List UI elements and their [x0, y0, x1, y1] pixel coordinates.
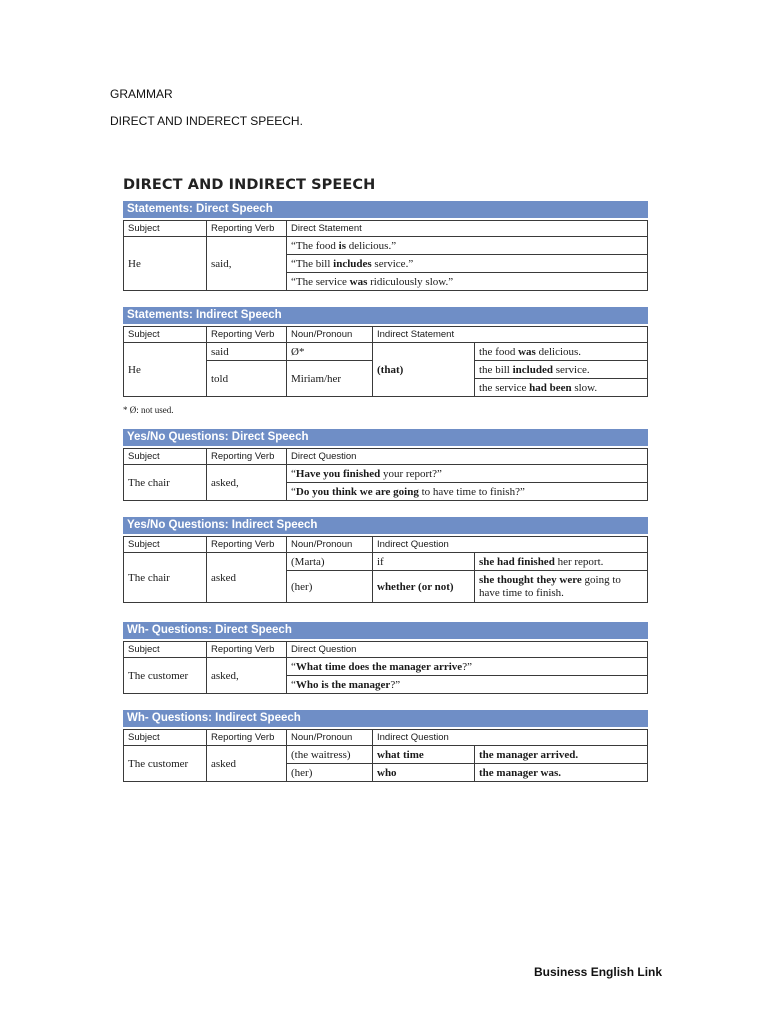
noun-pronoun-cell: (her) [287, 764, 373, 782]
section-title: Statements: Indirect Speech [123, 307, 648, 324]
statements-indirect-section [123, 307, 648, 397]
wh-direct-table [123, 641, 648, 694]
col-header: Subject [124, 221, 207, 237]
col-header: Reporting Verb [207, 221, 287, 237]
col-header: Direct Question [287, 642, 648, 658]
document-subheading: DIRECT AND INDERECT SPEECH. [110, 114, 303, 128]
statement-cell: the food was delicious. [475, 343, 648, 361]
conjunction-cell: whether (or not) [373, 571, 475, 603]
noun-pronoun-cell: (Marta) [287, 553, 373, 571]
footnote: * Ø: not used. [123, 405, 174, 415]
col-header: Reporting Verb [207, 642, 287, 658]
yes-no-indirect-table [123, 536, 648, 603]
question-cell: “What time does the manager arrive?” [287, 658, 648, 676]
col-header: Subject [124, 642, 207, 658]
question-cell: she had finished her report. [475, 553, 648, 571]
verb-cell: asked [207, 746, 287, 782]
verb-cell: said [207, 343, 287, 361]
question-cell: “Who is the manager?” [287, 676, 648, 694]
wh-word-cell: what time [373, 746, 475, 764]
col-header: Reporting Verb [207, 327, 287, 343]
col-header: Reporting Verb [207, 730, 287, 746]
subject-cell: He [124, 237, 207, 291]
col-header: Indirect Question [373, 730, 648, 746]
subject-cell: The customer [124, 658, 207, 694]
col-header: Reporting Verb [207, 449, 287, 465]
statement-cell: “The bill includes service.” [287, 255, 648, 273]
section-title: Yes/No Questions: Direct Speech [123, 429, 648, 446]
subject-cell: The chair [124, 553, 207, 603]
noun-pronoun-cell: Ø* [287, 343, 373, 361]
col-header: Subject [124, 537, 207, 553]
conjunction-cell: if [373, 553, 475, 571]
section-title: Statements: Direct Speech [123, 201, 648, 218]
statements-direct-table [123, 220, 648, 291]
statement-cell: “The service was ridiculously slow.” [287, 273, 648, 291]
yes-no-direct-table [123, 448, 648, 501]
document-heading: GRAMMAR [110, 87, 173, 101]
footer-brand: Business English Link [534, 965, 663, 979]
col-header: Reporting Verb [207, 537, 287, 553]
col-header: Subject [124, 327, 207, 343]
col-header: Direct Question [287, 449, 648, 465]
statement-cell: the service had been slow. [475, 379, 648, 397]
question-cell: the manager was. [475, 764, 648, 782]
wh-word-cell: who [373, 764, 475, 782]
verb-cell: asked [207, 553, 287, 603]
noun-pronoun-cell: (her) [287, 571, 373, 603]
verb-cell: asked, [207, 465, 287, 501]
question-cell: the manager arrived. [475, 746, 648, 764]
col-header: Noun/Pronoun [287, 537, 373, 553]
wh-indirect-table [123, 729, 648, 782]
figure-title: DIRECT AND INDIRECT SPEECH [123, 177, 376, 193]
statements-indirect-table [123, 326, 648, 397]
question-cell: she thought they were going to have time to finish. [475, 571, 648, 603]
col-header: Subject [124, 730, 207, 746]
question-cell: “Do you think we are going to have time to finish?” [287, 483, 648, 501]
col-header: Indirect Statement [373, 327, 648, 343]
subject-cell: He [124, 343, 207, 397]
section-title: Yes/No Questions: Indirect Speech [123, 517, 648, 534]
section-title: Wh- Questions: Direct Speech [123, 622, 648, 639]
verb-cell: told [207, 361, 287, 397]
yes-no-direct-section [123, 429, 648, 501]
col-header: Indirect Question [373, 537, 648, 553]
wh-indirect-section [123, 710, 648, 782]
col-header: Subject [124, 449, 207, 465]
wh-direct-section [123, 622, 648, 694]
noun-pronoun-cell: Miriam/her [287, 361, 373, 397]
noun-pronoun-cell: (the waitress) [287, 746, 373, 764]
col-header: Noun/Pronoun [287, 730, 373, 746]
that-cell: (that) [373, 343, 475, 397]
verb-cell: asked, [207, 658, 287, 694]
statements-direct-section [123, 201, 648, 291]
subject-cell: The chair [124, 465, 207, 501]
col-header: Direct Statement [287, 221, 648, 237]
subject-cell: The customer [124, 746, 207, 782]
statement-cell: “The food is delicious.” [287, 237, 648, 255]
question-cell: “Have you finished your report?” [287, 465, 648, 483]
verb-cell: said, [207, 237, 287, 291]
section-title: Wh- Questions: Indirect Speech [123, 710, 648, 727]
statement-cell: the bill included service. [475, 361, 648, 379]
yes-no-indirect-section [123, 517, 648, 603]
col-header: Noun/Pronoun [287, 327, 373, 343]
